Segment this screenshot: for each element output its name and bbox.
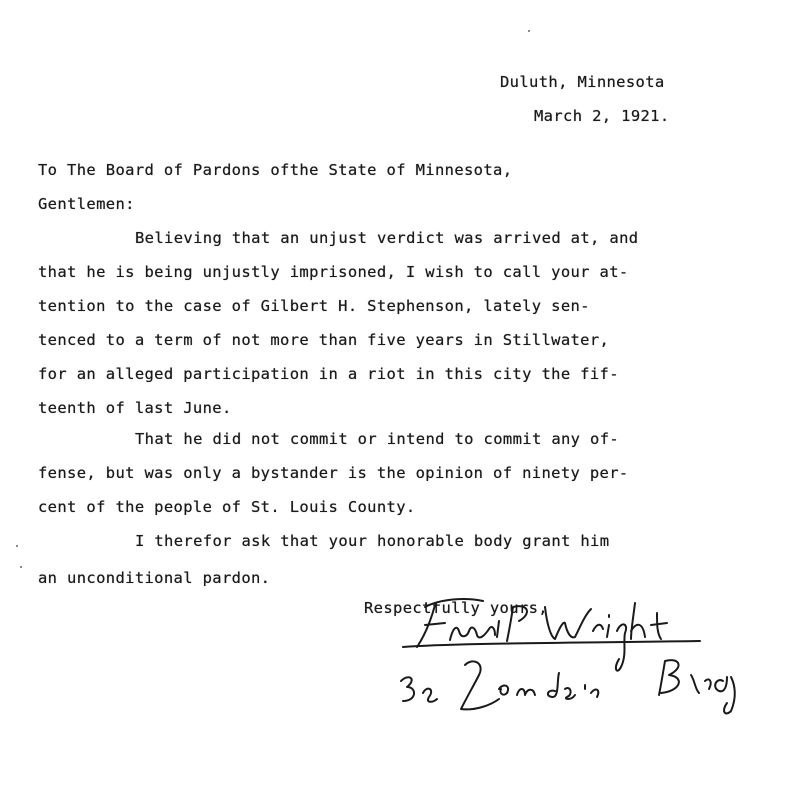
paragraph-3-line-1: I therefor ask that your honorable body grant him — [135, 532, 610, 550]
paragraph-1-line-1: Believing that an unjust verdict was arrived at, and — [135, 229, 639, 247]
paragraph-2-line-2: fense, but was only a bystander is the opinion of ninety per- — [38, 464, 629, 482]
paragraph-1-line-4: tenced to a term of not more than five years in Stillwater, — [38, 331, 610, 349]
paragraph-1-line-3: tention to the case of Gilbert H. Stephenson, lately sen- — [38, 297, 590, 315]
salutation: Gentlemen: — [38, 195, 135, 213]
paper-speck — [16, 545, 18, 547]
letter-date: March 2, 1921. — [534, 107, 670, 125]
paragraph-1-line-6: teenth of last June. — [38, 399, 232, 417]
letter-place: Duluth, Minnesota — [500, 73, 665, 91]
paper-speck — [20, 566, 22, 568]
paragraph-2-line-1: That he did not commit or intend to commit any of- — [135, 430, 620, 448]
paper-speck — [528, 30, 530, 32]
handwritten-signature — [395, 585, 775, 725]
paragraph-3-line-2: an unconditional pardon. — [38, 569, 271, 587]
addressee: To The Board of Pardons ofthe State of Minnesota, — [38, 161, 513, 179]
paragraph-2-line-3: cent of the people of St. Louis County. — [38, 498, 416, 516]
closing: Respectfully yours, — [364, 599, 548, 617]
paragraph-1-line-5: for an alleged participation in a riot in this city the fif- — [38, 365, 619, 383]
paragraph-1-line-2: that he is being unjustly imprisoned, I wish to call your at- — [38, 263, 629, 281]
